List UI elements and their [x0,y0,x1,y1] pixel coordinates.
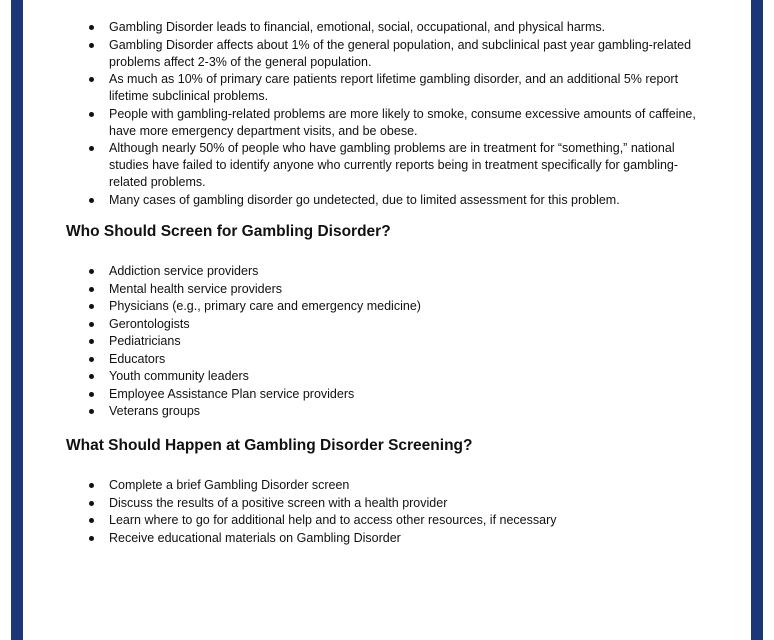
who-should-screen-heading: Who Should Screen for Gambling Disorder? [66,223,391,240]
what-should-happen-heading: What Should Happen at Gambling Disorder Screening? [66,437,473,454]
list-item: Physicians (e.g., primary care and emergency medicine) [23,298,751,315]
list-item: Complete a brief Gambling Disorder screen [23,477,751,494]
facts-list [23,19,751,209]
page-border-right [751,0,763,640]
list-item: Discuss the results of a positive screen with a health provider [23,495,751,512]
list-item: Gambling Disorder leads to financial, emotional, social, occupational, and physical harms. [23,19,751,36]
list-item: Learn where to go for additional help and to access other resources, if necessary [23,512,751,529]
list-item: Addiction service providers [23,263,751,280]
screeners-list [23,263,751,421]
list-item: People with gambling-related problems are more likely to smoke, consume excessive amounts of caffeine, have more emergency department visits, and be obese. [23,106,751,140]
list-item: Employee Assistance Plan service providers [23,386,751,403]
list-item: Youth community leaders [23,368,751,385]
list-item: Receive educational materials on Gambling Disorder [23,530,751,547]
list-item: Veterans groups [23,403,751,420]
list-item: Gerontologists [23,316,751,333]
list-item: As much as 10% of primary care patients report lifetime gambling disorder, and an additional 5% report lifetime subclinical problems. [23,71,751,105]
document-page [23,0,751,640]
list-item: Mental health service providers [23,281,751,298]
list-item: Many cases of gambling disorder go undetected, due to limited assessment for this problem. [23,192,751,209]
list-item: Gambling Disorder affects about 1% of the general population, and subclinical past year gambling-related problems affect 2-3% of the general population. [23,37,751,71]
screening-steps-list [23,477,751,547]
list-item: Although nearly 50% of people who have gambling problems are in treatment for “something,” national studies have failed to identify anyone who currently reports being in treatment specifically for gambling-related problems. [23,140,751,191]
list-item: Educators [23,351,751,368]
page-border-left [11,0,23,640]
list-item: Pediatricians [23,333,751,350]
